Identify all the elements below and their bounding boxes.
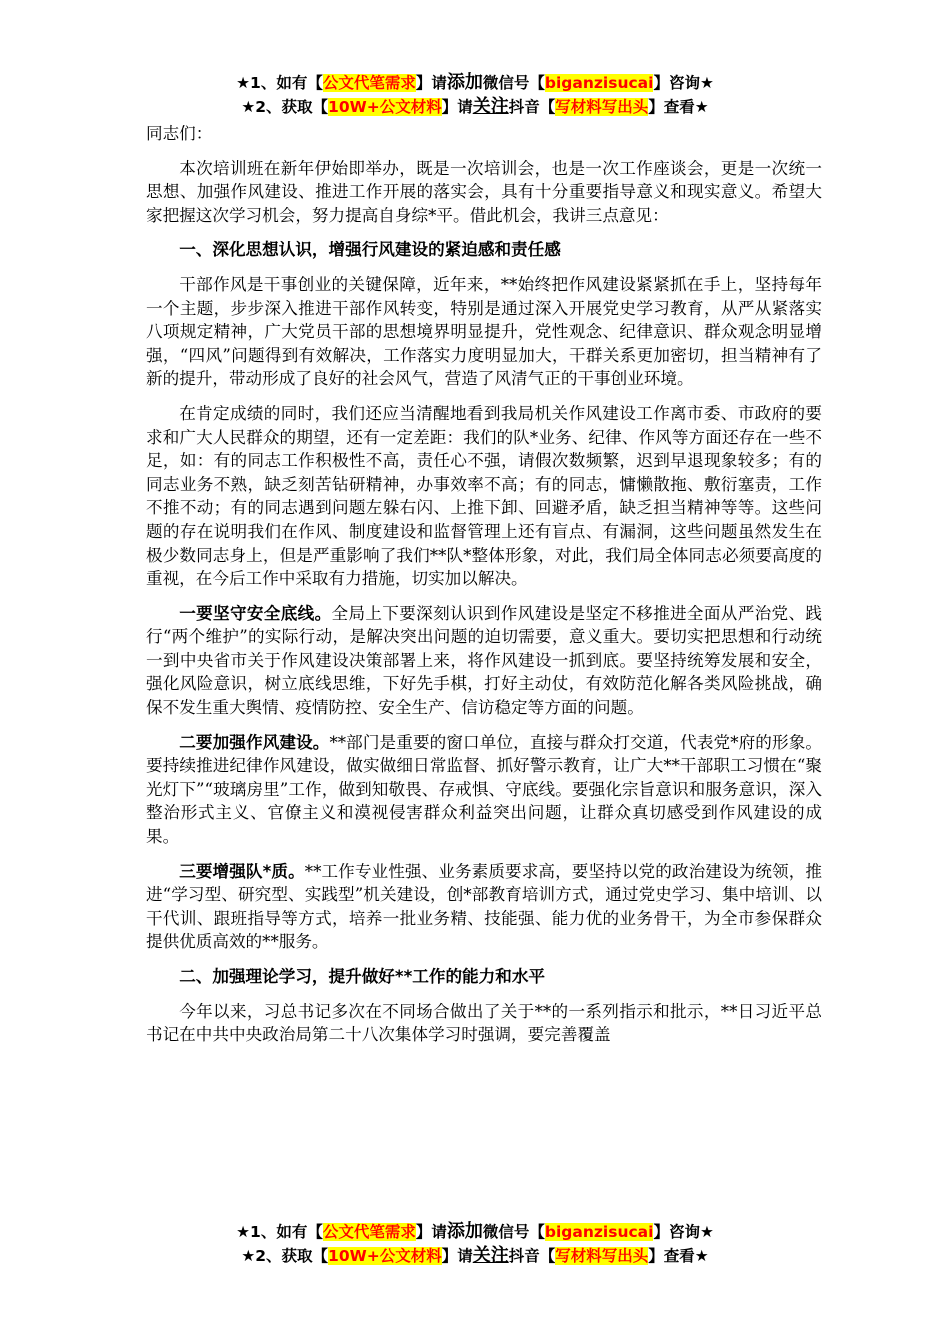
banner-text: 抖音【 [508,1247,556,1265]
banner-text: 】咨询★ [653,74,714,92]
banner-emphasis: 添加 [446,72,483,93]
banner-text: 微信号【 [482,74,545,92]
banner-text: 微信号【 [482,1223,545,1241]
intro-paragraph: 本次培训班在新年伊始即举办，既是一次培训会，也是一次工作座谈会，更是一次统一思想、加强作风建设、推进工作开展的落实会，具有十分重要指导意义和现实意义。希望大家把握这次学习机会，努力提高自身综*平。借此机会，我讲三点意见： [146,158,822,225]
star-icon: ★ [236,1223,251,1241]
banner-text: 】请 [415,1223,447,1241]
section-heading-text: 二、加强理论学习，提升做好**工作的能力和水平 [179,967,546,986]
paragraph-lead: 一要坚守安全底线。 [179,603,332,623]
banner-highlight: 10W+公文材料 [328,98,442,116]
banner-text: 】查看★ [648,98,709,116]
promo-banner-top-line2 [0,95,950,119]
banner-text: 】请 [441,1247,473,1265]
document-body [146,122,822,1047]
promo-banner-bottom-line1 [0,1220,950,1244]
banner-text: 2、获取【 [255,98,329,116]
section-heading-2 [146,965,822,989]
banner-highlight: 写材料写出头 [555,1247,649,1265]
banner-text: 2、获取【 [255,1247,329,1265]
banner-text: 1、如有【 [250,1223,323,1241]
star-icon: ★ [236,74,251,92]
banner-text: 1、如有【 [250,74,323,92]
banner-highlight: 10W+公文材料 [328,1247,442,1265]
promo-banner-bottom-line2 [0,1244,950,1268]
banner-highlight: 写材料写出头 [555,98,649,116]
banner-highlight: 公文代笔需求 [322,1223,416,1241]
banner-text: 】查看★ [648,1247,709,1265]
banner-text: 】咨询★ [653,1223,714,1241]
section-heading-text: 一、深化思想认识，增强行风建设的紧迫感和责任感 [179,240,561,260]
banner-highlight: biganzisucai [544,74,654,92]
paragraph [146,602,822,720]
paragraph-text: **工作专业性强、业务素质要求高，要坚持以党的政治建设为统领，推进“学习型、研究型、实践型”机关建设，创*部教育培训方式，通过党史学习、集中培训、以干代训、跟班指导等方式，培养一批业务精、技能强、能力优的业务骨干，为全市参保群众提供优质高效的**服务。 [146,861,822,952]
banner-text: 】请 [415,74,447,92]
banner-text: 】请 [441,98,473,116]
paragraph-lead: 二要加强作风建设。 [179,732,330,752]
paragraph-lead: 三要增强队*质。 [179,861,305,881]
paragraph [146,860,822,954]
paragraph: 在肯定成绩的同时，我们还应当清醒地看到我局机关作风建设工作离市委、市政府的要求和广大人民群众的期望，还有一定差距：我们的队*业务、纪律、作风等方面还存在一些不足，如：有的同志工作积极性不高，责任心不强，请假次数频繁，迟到早退现象较多；有的同志业务不熟，缺乏刻苦钻研精神，办事效率不高；有的同志，慵懒散拖、敷衍塞责，工作不推不动；有的同志遇到问题左躲右闪、上推下卸、回避矛盾，缺乏担当精神等等。这些问题的存在说明我们在作风、制度建设和监督管理上还有盲点、有漏洞，这些问题虽然发生在极少数同志身上，但是严重影响了我们**队*整体形象，对此，我们局全体同志必须要高度的重视，在今后工作中采取有力措施，切实加以解决。 [146,403,822,589]
salutation: 同志们： [146,124,213,143]
banner-emphasis: 添加 [446,1221,483,1242]
paragraph: 今年以来，习总书记多次在不同场合做出了关于**的一系列指示和批示，**日习近平总书记在中共中央政治局第二十八次集体学习时强调，要完善覆盖 [146,1001,822,1045]
section-heading-1 [146,238,822,262]
paragraph-text: 全局上下要深刻认识到作风建设是坚定不移推进全面从严治党、践行“两个维护”的实际行动，是解决突出问题的迫切需要，意义重大。要切实把思想和行动统一到中央省市关于作风建设决策部署上来，将作风建设一抓到底。要坚持统筹发展和安全，强化风险意识，树立底线思维，下好先手棋，打好主动仗，有效防范化解各类风险挑战，确保不发生重大舆情、疫情防控、安全生产、信访稳定等方面的问题。 [146,603,823,718]
star-icon: ★ [241,1247,256,1265]
paragraph: 干部作风是干事创业的关键保障，近年来，**始终把作风建设紧紧抓在手上，坚持每年一个主题，步步深入推进干部作风转变，特别是通过深入开展党史学习教育，从严从紧落实八项规定精神，广大党员干部的思想境界明显提升，党性观念、纪律意识、群众观念明显增强，“四风”问题得到有效解决，工作落实力度明显加大，干群关系更加密切，担当精神有了新的提升，带动形成了良好的社会风气，营造了风清气正的干事创业环境。 [146,274,822,389]
banner-highlight: 公文代笔需求 [322,74,416,92]
paragraph-text: **部门是重要的窗口单位，直接与群众打交道，代表党*府的形象。要持续推进纪律作风建设，做实做细日常监督、抓好警示教育，让广大**干部职工习惯在“聚光灯下”“玻璃房里”工作，做到知敬畏、存戒惧、守底线。要强化宗旨意识和服务意识，深入整治形式主义、官僚主义和漠视侵害群众利益突出问题，让群众真切感受到作风建设的成果。 [146,732,822,847]
promo-banner-top-line1 [0,71,950,95]
banner-emphasis: 关注 [472,96,509,117]
banner-emphasis: 关注 [472,1245,509,1266]
star-icon: ★ [241,98,256,116]
paragraph [146,731,822,849]
banner-text: 抖音【 [508,98,556,116]
banner-highlight: biganzisucai [544,1223,654,1241]
